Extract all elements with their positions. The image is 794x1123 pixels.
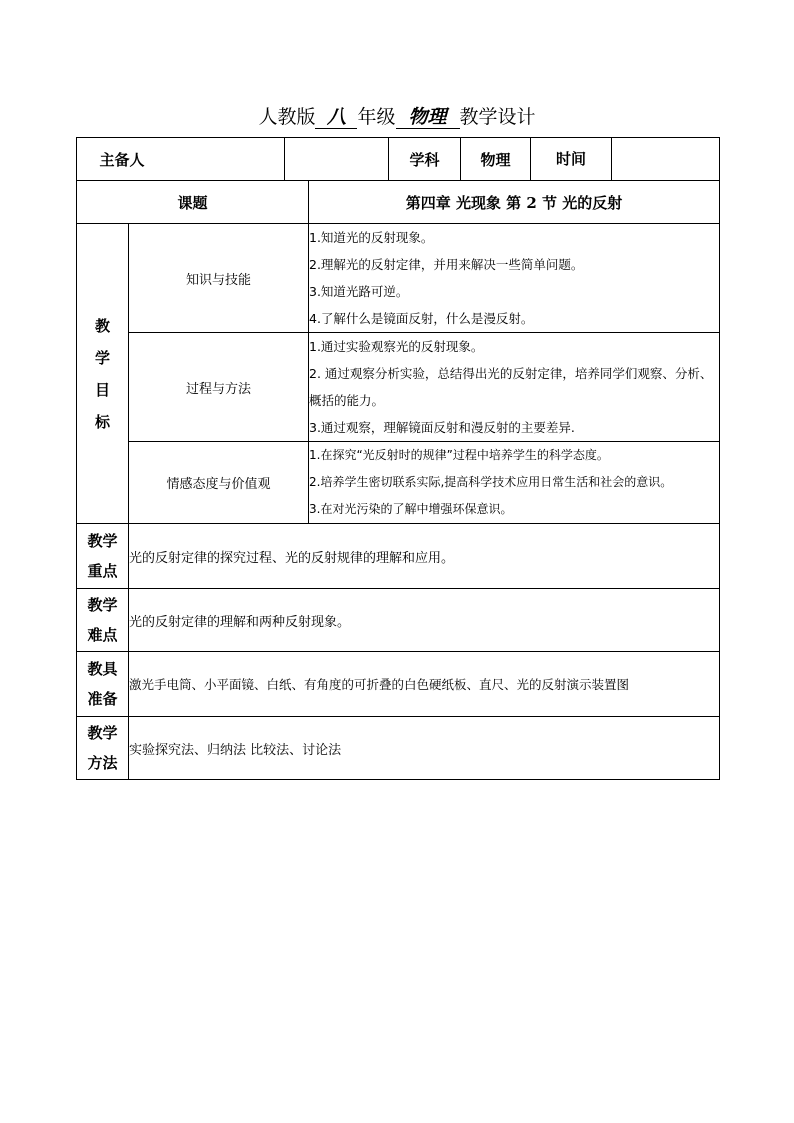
difficulties-label-cell <box>77 589 129 652</box>
subject-blank: 物理 <box>396 106 460 129</box>
knowledge-label-cell <box>129 224 309 333</box>
methods-value-cell <box>129 717 720 780</box>
preparer-value-cell <box>285 138 389 181</box>
topic-label-cell <box>77 181 309 224</box>
materials-value: 激光手电筒、小平面镜、白纸、有角度的可折叠的白色硬纸板、直尺、光的反射演示装置图 <box>129 677 630 692</box>
objectives-label-char: 标 <box>94 412 110 431</box>
objective-row-process <box>77 333 720 442</box>
title-suffix: 教学设计 <box>459 106 536 128</box>
list-item: 1.知道光的反射现象。 <box>309 230 434 245</box>
subject-label-cell <box>389 138 461 181</box>
materials-row <box>77 652 720 717</box>
process-items <box>309 333 720 442</box>
methods-label-cell <box>77 717 129 780</box>
difficulties-value: 光的反射定律的理解和两种反射现象。 <box>129 614 351 630</box>
key-points-label-cell <box>77 524 129 589</box>
topic-value-cell <box>309 181 720 224</box>
time-cell <box>531 138 720 181</box>
title-prefix: 人教版 <box>258 106 316 128</box>
subject-value-cell <box>461 138 531 181</box>
topic-value: 第四章 光现象 第 2 节 光的反射 <box>405 193 623 212</box>
list-item: 3.知道光路可逆。 <box>309 284 409 299</box>
key-points-value-cell <box>129 524 720 589</box>
preparer-label-cell <box>77 138 285 181</box>
page-title <box>0 104 794 130</box>
list-item: 4.了解什么是镜面反射，什么是漫反射。 <box>309 311 534 326</box>
topic-row <box>77 181 720 224</box>
attitude-label-cell <box>129 442 309 524</box>
attitude-label: 情感态度与价值观 <box>166 477 271 492</box>
difficulties-label-bottom: 难点 <box>87 626 118 644</box>
subject-value: 物理 <box>480 150 511 169</box>
list-item: 3.通过观察，理解镜面反射和漫反射的主要差异. <box>309 420 575 435</box>
difficulties-row <box>77 589 720 652</box>
materials-label-top: 教具 <box>87 660 118 678</box>
materials-label-cell <box>77 652 129 717</box>
methods-label-top: 教学 <box>87 724 118 742</box>
process-label: 过程与方法 <box>185 381 251 397</box>
lesson-plan-table <box>76 137 720 780</box>
materials-label-bottom: 准备 <box>87 690 118 708</box>
methods-label-bottom: 方法 <box>87 754 118 772</box>
preparer-label: 主备人 <box>99 150 145 169</box>
process-label-cell <box>129 333 309 442</box>
materials-value-cell <box>129 652 720 717</box>
knowledge-items <box>309 224 720 333</box>
list-item: 3.在对光污染的了解中增强环保意识。 <box>309 502 513 516</box>
key-points-label-bottom: 重点 <box>87 562 118 580</box>
difficulties-label-top: 教学 <box>87 596 118 614</box>
list-item: 2. 通过观察分析实验，总结得出光的反射定律，培养同学们观察、分析、概括的能力。 <box>309 366 713 408</box>
title-grade-suffix: 年级 <box>357 106 396 128</box>
topic-label: 课题 <box>177 193 208 212</box>
time-label: 时间 <box>531 138 612 180</box>
key-points-row <box>77 524 720 589</box>
list-item: 1.在探究“光反射时的规律”过程中培养学生的科学态度。 <box>309 448 609 462</box>
knowledge-label: 知识与技能 <box>185 272 251 288</box>
objectives-label-char: 目 <box>94 380 110 399</box>
objectives-label-char: 学 <box>94 348 110 367</box>
grade-blank: 八 <box>315 106 357 129</box>
difficulties-value-cell <box>129 589 720 652</box>
objectives-label-char: 教 <box>94 316 110 335</box>
info-row <box>77 138 720 181</box>
subject-label: 学科 <box>409 150 440 169</box>
key-points-value: 光的反射定律的探究过程、光的反射规律的理解和应用。 <box>129 550 455 566</box>
key-points-label-top: 教学 <box>87 532 118 550</box>
list-item: 2.理解光的反射定律，并用来解决一些简单问题。 <box>309 257 584 272</box>
objectives-label-cell <box>77 224 129 524</box>
objective-row-attitude <box>77 442 720 524</box>
attitude-items <box>309 442 720 524</box>
list-item: 2.培养学生密切联系实际,提高科学技术应用日常生活和社会的意识。 <box>309 475 673 489</box>
objective-row-knowledge <box>77 224 720 333</box>
list-item: 1.通过实验观察光的反射现象。 <box>309 339 484 354</box>
methods-row <box>77 717 720 780</box>
methods-value: 实验探究法、归纳法 比较法、讨论法 <box>129 742 342 758</box>
